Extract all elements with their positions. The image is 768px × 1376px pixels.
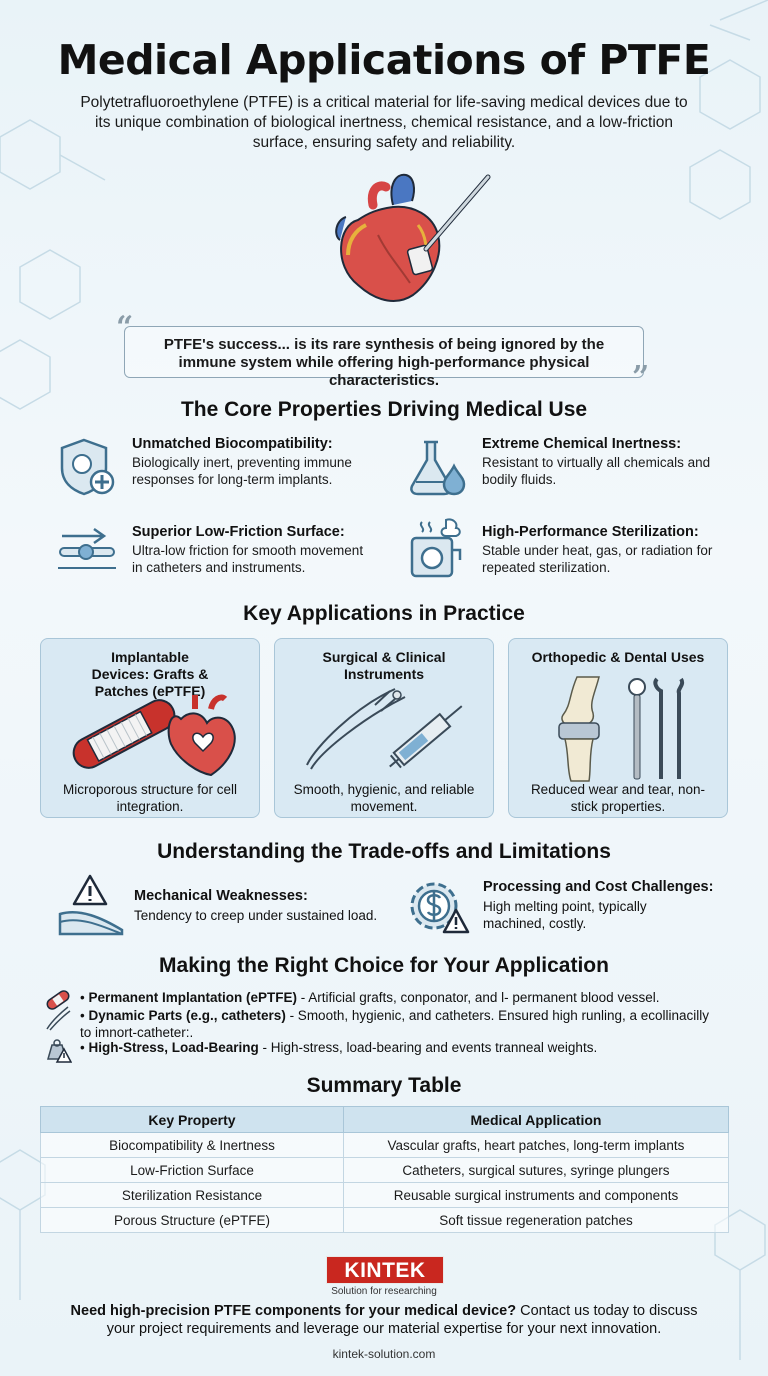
table-cell: Catheters, surgical sutures, syringe plungers	[344, 1158, 729, 1183]
choice-label: High-Stress, Load-Bearing	[88, 1040, 259, 1055]
applications-title: Key Applications in Practice	[243, 602, 525, 625]
heart-graft-illustration	[318, 165, 508, 310]
property-desc: Stable under heat, gas, or radiation for repeated sterilization.	[482, 543, 713, 575]
table-header-row	[41, 1107, 729, 1133]
application-card-implantable	[40, 638, 260, 818]
choice-label: Permanent Implantation (ePTFE)	[88, 990, 298, 1005]
call-to-action	[60, 1302, 708, 1338]
property-desc: Resistant to virtually all chemicals and bodily fluids.	[482, 455, 711, 487]
website-link[interactable]: kintek-solution.com	[332, 1347, 436, 1361]
catheter-syringe-icon	[295, 677, 475, 777]
intro-paragraph: Polytetrafluoroethylene (PTFE) is a critical material for life-saving medical devices due to its unique combination of biological inertness, chemical resistance, and a low-friction surface, ensuring safety and reliability.	[80, 94, 688, 151]
property-title: High-Performance Sterilization:	[482, 524, 699, 540]
flask-drop-icon	[406, 436, 468, 498]
property-title: Extreme Chemical Inertness:	[482, 436, 682, 452]
knee-dental-tools-icon	[549, 675, 699, 783]
card-desc: Smooth, hygienic, and reliable movement.	[293, 782, 475, 814]
core-properties-title: The Core Properties Driving Medical Use	[180, 398, 588, 421]
table-cell: Sterilization Resistance	[41, 1183, 344, 1208]
kintek-logo[interactable]: KINTEK	[326, 1256, 444, 1284]
application-card-orthopedic	[508, 638, 728, 818]
card-desc: Microporous structure for cell integration.	[62, 782, 238, 814]
tradeoff-title: Processing and Cost Challenges:	[483, 879, 714, 895]
column-header: Key Property	[41, 1107, 344, 1133]
tradeoff-desc: High melting point, typically machined, costly.	[483, 899, 647, 931]
choice-text: - High-stress, load-bearing and events tranneal weights.	[258, 1040, 598, 1055]
table-cell: Vascular grafts, heart patches, long-term implants	[344, 1133, 729, 1158]
cta-bold: Need high-precision PTFE components for your medical device?	[70, 1303, 517, 1319]
column-header: Medical Application	[344, 1107, 729, 1133]
graft-heart-icon	[61, 689, 241, 779]
application-card-instruments	[274, 638, 494, 818]
table-row	[41, 1183, 729, 1208]
autoclave-icon	[406, 516, 468, 578]
property-desc: Ultra-low friction for smooth movement in catheters and instruments.	[132, 543, 364, 575]
tradeoff-desc: Tendency to creep under sustained load.	[134, 908, 378, 923]
table-cell: Soft tissue regeneration patches	[344, 1208, 729, 1233]
open-quote-icon: “	[116, 310, 134, 345]
cta-text: Contact us today to discuss your project requirements and leverage our material expertise for your next innovation.	[106, 1303, 698, 1337]
shield-cross-icon	[56, 436, 118, 498]
choice-title: Making the Right Choice for Your Application	[159, 954, 609, 977]
table-cell: Low-Friction Surface	[41, 1158, 344, 1183]
tradeoff-title: Mechanical Weaknesses:	[134, 888, 308, 904]
page-title: Medical Applications of PTFE	[57, 36, 711, 84]
card-title: Implantable Devices: Grafts & Patches (ePTFE)	[91, 649, 209, 699]
close-quote-icon: ”	[632, 360, 650, 395]
property-title: Unmatched Biocompatibility:	[132, 436, 333, 452]
quote-text: PTFE's success... is its rare synthesis of being ignored by the immune system while offering high-performance physical characteristics.	[163, 336, 605, 389]
weight-warning-icon	[44, 1037, 72, 1063]
catheter-icon	[44, 1005, 72, 1031]
card-title: Orthopedic & Dental Uses	[531, 649, 705, 665]
property-title: Superior Low-Friction Surface:	[132, 524, 345, 540]
tradeoffs-title: Understanding the Trade-offs and Limitations	[157, 840, 611, 863]
quote-box	[124, 326, 644, 389]
table-row	[41, 1208, 729, 1233]
summary-table	[40, 1106, 729, 1233]
warning-deform-icon	[56, 874, 124, 936]
card-title: Surgical & Clinical Instruments	[322, 649, 446, 682]
table-cell: Reusable surgical instruments and components	[344, 1183, 729, 1208]
gear-dollar-icon	[404, 876, 470, 938]
hexagon-decoration-left	[0, 110, 110, 410]
card-desc: Reduced wear and tear, non-stick properties.	[530, 782, 706, 814]
choice-label: Dynamic Parts (e.g., catheters)	[88, 1008, 286, 1023]
tradeoff-mechanical	[134, 888, 404, 928]
tradeoff-processing	[483, 879, 733, 935]
slider-arrow-icon	[56, 524, 118, 586]
summary-title: Summary Table	[306, 1074, 462, 1097]
choice-text: - Smooth, hygienic, and catheters. Ensured high runling, a ecollinacilly to imnort-catheter:.	[80, 1008, 710, 1040]
table-row	[41, 1133, 729, 1158]
property-desc: Biologically inert, preventing immune responses for long-term implants.	[132, 455, 352, 487]
table-row	[41, 1158, 729, 1183]
logo-tagline: Solution for researching	[331, 1286, 437, 1297]
choice-text: - Artificial grafts, conponator, and l- permanent blood vessel.	[297, 990, 660, 1005]
table-cell: Biocompatibility & Inertness	[41, 1133, 344, 1158]
table-cell: Porous Structure (ePTFE)	[41, 1208, 344, 1233]
